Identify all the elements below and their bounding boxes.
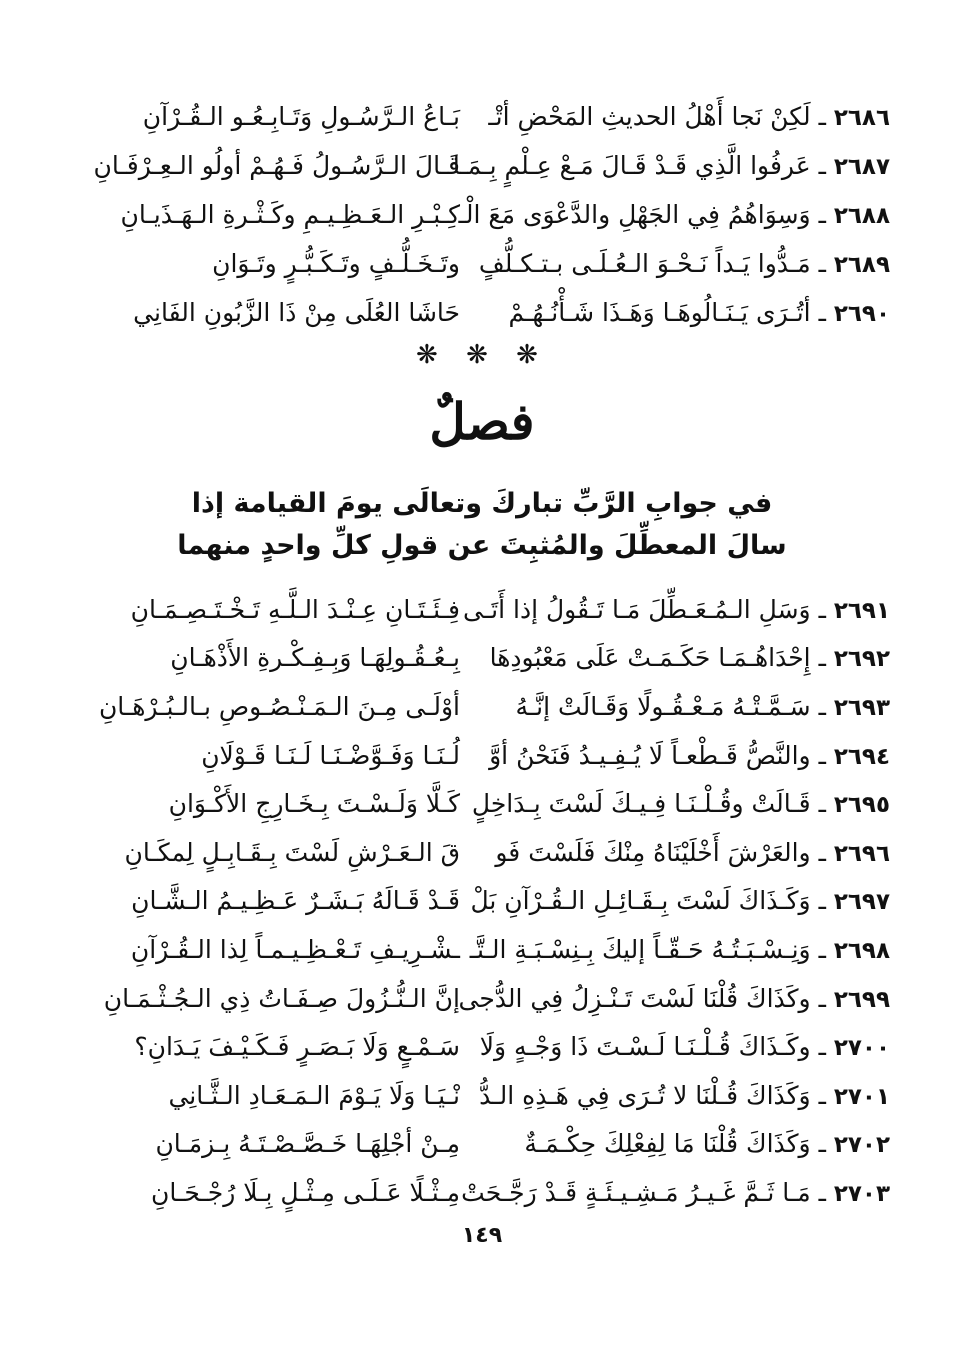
verse-first-text: سَـمَّـتْـهُ مَـعْـقُـولًا وَقَـالَتْ إنَّـهُ [515,691,811,721]
verse-second-hemistich: حَاشَا العُلَى مِنْ ذَا الزَّبُونِ الفَانِي [133,298,460,327]
verse-first-text: إِحْدَاهُـمَـا حَكَـمَـتْ عَلَى مَعْبُودِهَا [489,643,811,673]
verse-second-hemistich: إنَّ الـنُّـزُولَ صِـفَـاتُ ذِي الـجُـثْـمَـانِ [103,983,460,1013]
verse-second-hemistich: كِـبْـرِ الـعَـظِـيـمِ وكَـثْـرةِ الـهَـذَيـانِ [120,200,460,229]
verse-first-hemistich: ٢٦٩٨ ـ وَنِـسْـبَـتُـهُ حَـقّـاً إليكَ بِـنِسْـبَـةِ الـتَّـ [469,934,890,964]
verse-first-text: وكَذَاكَ قُلْنَا لَسْتَ تَـنْـزِلُ فِي الدُّجى [458,983,811,1013]
verse-first-hemistich: ٢٧٠٠ ـ وكَـذَاكَ قُـلْـنَـا لَـسْـتَ ذَا وَجْـهٍ وَلَا [479,1032,890,1062]
verse-first-text: مَـا ثَـمَّ غَـيـرُ مَـشِـيـئَـةٍ قَـدْ رَجَّـحَتْ [461,1177,811,1207]
verse-first-hemistich: ٢٦٩٥ ـ قَـالَتْ وقُـلْـنَـا فِـيـكَ لَسْتَ بِـدَاخِلٍ [471,789,890,819]
verse-first-text: وَسِوَاهُمُ فِي الجَهْلِ والدَّعْوَى مَعَ الْـ [458,200,811,229]
section-heading-line-1: في جوابِ الرَّبِّ تباركَ وتعالَى يومَ القيامة إذا [191,488,773,519]
verse-first-text: والعَرْشَ أَخْلَيْنَاهُ مِنْكَ فَلَسْتَ فَو [495,837,811,867]
verse-number: ٢٦٩٨ [833,937,890,964]
verse-line [90,925,890,974]
verse-line [90,1168,890,1217]
verse-first-hemistich: ٢٦٨٩ ـ مَـدُّوا يَـداً نَـحْـوَ الـعُـلَـى بـتـكـلُّفٍ [478,249,890,278]
verse-number: ٢٦٨٦ [833,105,890,131]
verse-first-hemistich: ٢٦٩٠ ـ أتُـرَى يَـنَـالُوهَـا وَهَـذَا شَـأْنُـهُـمْ [508,298,890,327]
verse-first-text: وَسَلِ الـمُـعَـطِّلَ مَـا تَـقُولُ إذا أَتَـى [463,594,811,624]
verse-second-hemistich: نْـيَـا وَلَا يَـوْمَ الـمَـعَـادِ الـثَّـانِي [168,1080,460,1110]
verse-number: ٢٦٩٧ [833,889,890,916]
page-number: ١٤٩ [461,1223,503,1248]
verse-number: ٢٦٩٥ [833,792,890,819]
verse-second-hemistich: لُـنَـا وَفَـوَّضْـنَـا لَـنَـا قَـوْلَانِ [201,740,460,770]
verse-second-hemistich: مِـنْ أجْلِهَـا خَـصَّـصْـتَـهُ بِـزمَـانِ [155,1129,460,1159]
verse-line [90,92,890,141]
verse-second-hemistich: بِـعُـقُـولِهَـا وَبِـفِـكْـرةِ الأَذْهَـانِ [170,643,460,673]
verse-first-text: والنَّصُّ قَـطْعـاً لَا يُـفِـيـدُ فَنَحْنُ أوَّ [489,740,811,770]
verse-first-hemistich: ٢٦٩٦ ـ والعَرْشَ أَخْلَيْنَاهُ مِنْكَ فَلَسْتَ فَو [495,837,890,867]
verse-first-hemistich: ٢٧٠٢ ـ وَكَذَاكَ قُلْنَا مَا لِفِعْلِكَ حِكْـمَـةٌ [524,1129,890,1159]
verse-first-hemistich: ٢٦٨٨ ـ وَسِوَاهُمُ فِي الجَهْلِ والدَّعْوَى مَعَ الْـ [458,200,890,229]
verse-second-hemistich: فِـئَـتَـانِ عِـنْـدَ الـلَّـهِ تَـخْـتَـصِـمَـانِ [130,594,460,624]
verse-second-hemistich: قَـالَ الـرَّسُـولُ فَـهُـمْ أولُو الـعِـرْفَـانِ [93,151,460,180]
verse-first-hemistich: ٢٦٩٧ ـ وَكَـذَاكَ لَسْتَ بِـقَـائِـلِ الـقُـرْآنِ بَلْ [470,886,890,916]
verse-first-hemistich: ٢٦٩٤ ـ والنَّصُّ قَـطْعـاً لَا يُـفِـيـدُ فَنَحْنُ أوَّ [489,740,890,770]
verse-line [90,1120,890,1169]
verse-number: ٢٦٨٩ [833,252,890,278]
verse-number: ٢٦٩٤ [833,743,890,770]
verse-second-hemistich: وتَـخَـلُّـفٍ وتَـكَـبُّـرٍ وتَـوَانِ [212,249,460,278]
verse-second-hemistich: كَـلَّا وَلَـسْـتَ بِـخَـارِجِ الأَكْـوَانِ [168,789,460,819]
verse-first-text: وَكَذَاكَ قُـلْنَا لا تُـرَى فِي هَـذِهِ الـدُّ [479,1080,811,1110]
verse-number: ٢٧٠٣ [833,1180,890,1207]
verse-first-hemistich: ٢٦٩١ ـ وَسَلِ الـمُـعَـطِّلَ مَـا تَـقُولُ إذا أَتَـى [463,594,890,624]
verse-first-hemistich: ٢٦٨٧ ـ عَرفُوا الَّذِي قَـدْ قَـالَ مَـعْ عِـلْمٍ بِـمَـا [452,151,890,180]
verse-line [90,190,890,239]
verses-top [90,92,890,337]
section-separator: ❋ ❋ ❋ [416,340,548,370]
verse-second-hemistich: ـشْـرِيـفِ تَـعْـظِـيـمـاً لِذا الـقُـرْآنِ [130,934,460,964]
verse-first-hemistich: ٢٦٨٦ ـ لَكِنْ نَجا أَهْلُ الحديثِ المَحْضِ أتْـ [488,102,890,131]
verse-number: ٢٦٨٧ [833,154,890,180]
verse-first-text: لَكِنْ نَجا أَهْلُ الحديثِ المَحْضِ أتْـ [488,102,811,131]
verse-line [90,1022,890,1071]
verse-line [90,779,890,828]
verse-line [90,682,890,731]
verse-first-hemistich: ٢٦٩٣ ـ سَـمَّـتْـهُ مَـعْـقُـولًا وَقَـالَتْ إنَّـهُ [515,691,890,721]
verse-second-hemistich: سَـمْـعٍ وَلَا بَـصَـرٍ فَـكَـيْـفَ يَـدَانِ؟ [134,1032,460,1062]
verse-line [90,634,890,683]
section-heading-line-2: سالَ المعطِّلَ والمُثبِتَ عن قولِ كلِّ واحدٍ منهما [177,530,787,561]
verse-number: ٢٦٩٢ [833,646,890,673]
verse-number: ٢٦٩٠ [833,301,890,327]
verse-number: ٢٧٠٠ [833,1035,890,1062]
verse-first-hemistich: ٢٦٩٢ ـ إِحْدَاهُـمَـا حَكَـمَـتْ عَلَى مَعْبُودِهَا [489,643,890,673]
verse-first-hemistich: ٢٧٠٣ ـ مَـا ثَـمَّ غَـيـرُ مَـشِـيـئَـةٍ قَـدْ رَجَّـحَتْ [461,1177,890,1207]
verse-first-hemistich: ٢٦٩٩ ـ وكَذَاكَ قُلْنَا لَسْتَ تَـنْـزِلُ فِي الدُّجى [458,983,890,1013]
verse-number: ٢٧٠٢ [833,1132,890,1159]
verse-number: ٢٦٩٦ [833,840,890,867]
verse-first-text: عَرفُوا الَّذِي قَـدْ قَـالَ مَـعْ عِـلْمٍ بِـمَـا [452,151,811,180]
verse-first-hemistich: ٢٧٠١ ـ وَكَذَاكَ قُـلْنَا لا تُـرَى فِي هَـذِهِ الـدُّ [479,1080,890,1110]
verse-second-hemistich: قَـدْ قَـالَهُ بَـشَـرٌ عَـظِـيـمُ الـشَّـانِ [131,886,460,916]
verse-line [90,585,890,634]
section-title: فصلٌ [429,392,535,451]
verse-number: ٢٦٩١ [833,597,890,624]
verse-second-hemistich: أوْلَـى مِـنَ الـمَـنْـصُـوصِ بـالـبُـرْهَـانِ [98,691,460,721]
verse-first-text: وَكَذَاكَ قُلْنَا مَا لِفِعْلِكَ حِكْـمَـةٌ [524,1129,811,1159]
verses-bottom [90,585,890,1217]
verse-first-text: وَكَـذَاكَ لَسْتَ بِـقَـائِـلِ الـقُـرْآنِ بَلْ [470,886,811,916]
verse-number: ٢٦٨٨ [833,203,890,229]
verse-line [90,974,890,1023]
verse-second-hemistich: مِـثْـلًا عَـلَـى مِـثْـلٍ بِـلَا رُجْـحَـانِ [151,1177,460,1207]
verse-line [90,141,890,190]
verse-second-hemistich: قَ الـعَـرْشِ لَسْتَ بِـقَـابِـلٍ لِمكَـانِ [124,837,460,867]
verse-first-text: أتُـرَى يَـنَـالُوهَـا وَهَـذَا شَـأْنُـهُـمْ [508,298,811,327]
verse-number: ٢٦٩٩ [833,986,890,1013]
verse-line [90,877,890,926]
verse-number: ٢٦٩٣ [833,694,890,721]
verse-first-text: وَنِـسْـبَـتُـهُ حَـقّـاً إليكَ بِـنِسْـبَـةِ الـتَّـ [469,934,811,964]
verse-first-text: قَـالَتْ وقُـلْـنَـا فِـيـكَ لَسْتَ بِـدَاخِلٍ [471,789,811,819]
verse-line [90,1071,890,1120]
verse-line [90,288,890,337]
verse-second-hemistich: بَـاعُ الـرَّسُـولِ وَتَـابِـعُـو الـقُـرْآنِ [142,102,460,131]
verse-line [90,828,890,877]
verse-first-text: مَـدُّوا يَـداً نَـحْـوَ الـعُـلَـى بـتـكـلُّفٍ [478,249,811,278]
verse-line [90,239,890,288]
verse-line [90,731,890,780]
verse-first-text: وكَـذَاكَ قُـلْـنَـا لَـسْـتَ ذَا وَجْـهٍ وَلَا [479,1032,811,1062]
verse-number: ٢٧٠١ [833,1083,890,1110]
